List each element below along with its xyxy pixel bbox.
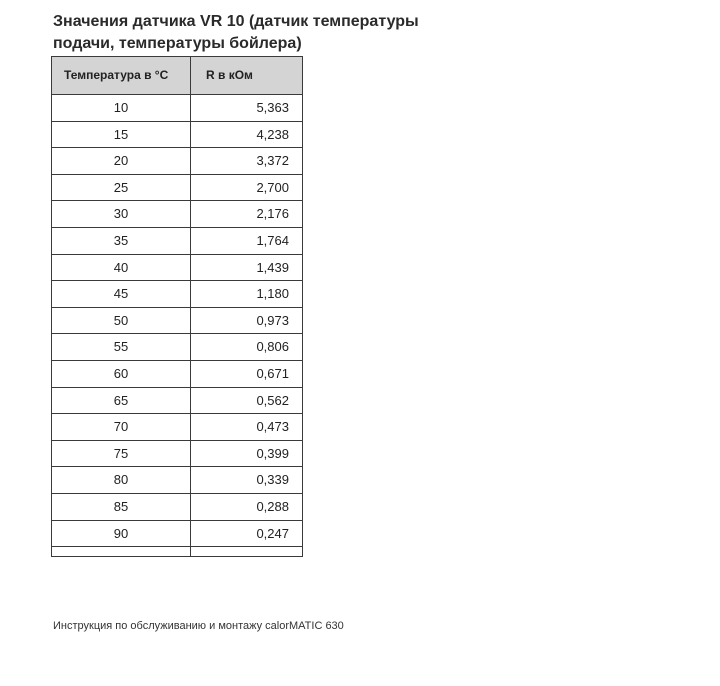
header-temperature: Температура в °C — [64, 68, 169, 82]
temperature-cell: 85 — [113, 498, 129, 514]
resistance-cell: 0,806 — [256, 339, 289, 355]
resistance-cell: 0,339 — [256, 472, 289, 488]
table-row — [52, 281, 302, 308]
table-row — [52, 414, 302, 441]
temperature-cell: 40 — [113, 259, 129, 275]
table-row — [52, 467, 302, 494]
resistance-cell: 1,764 — [256, 232, 289, 248]
table-header-row — [52, 57, 302, 95]
table-row — [52, 228, 302, 255]
resistance-cell: 5,363 — [256, 100, 289, 115]
temperature-cell: 25 — [113, 179, 129, 195]
resistance-cell: 0,399 — [256, 445, 289, 461]
temperature-cell: 80 — [113, 472, 129, 488]
resistance-cell: 2,176 — [256, 206, 289, 222]
table-row — [52, 148, 302, 175]
table-row — [52, 175, 302, 202]
page-footer: Инструкция по обслуживанию и монтажу calorMATIC 630 — [53, 620, 344, 632]
temperature-cell: 15 — [113, 126, 129, 142]
temperature-cell: 70 — [113, 419, 129, 435]
resistance-cell — [191, 547, 289, 573]
resistance-cell: 3,372 — [256, 153, 289, 169]
table-row — [52, 122, 302, 149]
temperature-cell: 50 — [113, 312, 129, 328]
table-row — [52, 361, 302, 388]
table-row — [52, 201, 302, 228]
temperature-cell: 35 — [113, 232, 129, 248]
table-row — [52, 494, 302, 521]
title-line-1: Значения датчика VR 10 (датчик температуры — [53, 13, 419, 30]
document-title — [53, 11, 693, 55]
resistance-cell: 4,238 — [256, 126, 289, 142]
table-body — [52, 95, 302, 574]
temperature-cell — [52, 547, 190, 573]
temperature-cell: 65 — [113, 392, 129, 408]
table-row — [52, 308, 302, 335]
column-divider — [190, 57, 191, 556]
header-resistance: R в кОм — [206, 68, 253, 82]
resistance-cell: 0,671 — [256, 365, 289, 381]
temperature-cell: 75 — [113, 445, 129, 461]
resistance-cell: 0,562 — [256, 392, 289, 408]
table-row — [52, 441, 302, 468]
table-row — [52, 95, 302, 122]
resistance-cell: 0,288 — [256, 498, 289, 514]
temperature-cell: 30 — [113, 206, 129, 222]
resistance-cell: 1,439 — [256, 259, 289, 275]
temperature-cell: 45 — [113, 286, 129, 302]
resistance-cell: 0,247 — [256, 525, 289, 541]
temperature-cell: 90 — [113, 525, 129, 541]
resistance-cell: 0,973 — [256, 312, 289, 328]
table-row — [52, 521, 302, 548]
table-row — [52, 388, 302, 415]
temperature-cell: 10 — [113, 100, 129, 115]
resistance-cell: 1,180 — [256, 286, 289, 302]
table-row — [52, 255, 302, 282]
title-line-2: подачи, температуры бойлера) — [53, 35, 302, 52]
table-row — [52, 547, 302, 574]
table-row — [52, 334, 302, 361]
temperature-cell: 60 — [113, 365, 129, 381]
temperature-cell: 55 — [113, 339, 129, 355]
resistance-cell: 0,473 — [256, 419, 289, 435]
temperature-cell: 20 — [113, 153, 129, 169]
resistance-cell: 2,700 — [256, 179, 289, 195]
sensor-values-table — [51, 56, 303, 557]
